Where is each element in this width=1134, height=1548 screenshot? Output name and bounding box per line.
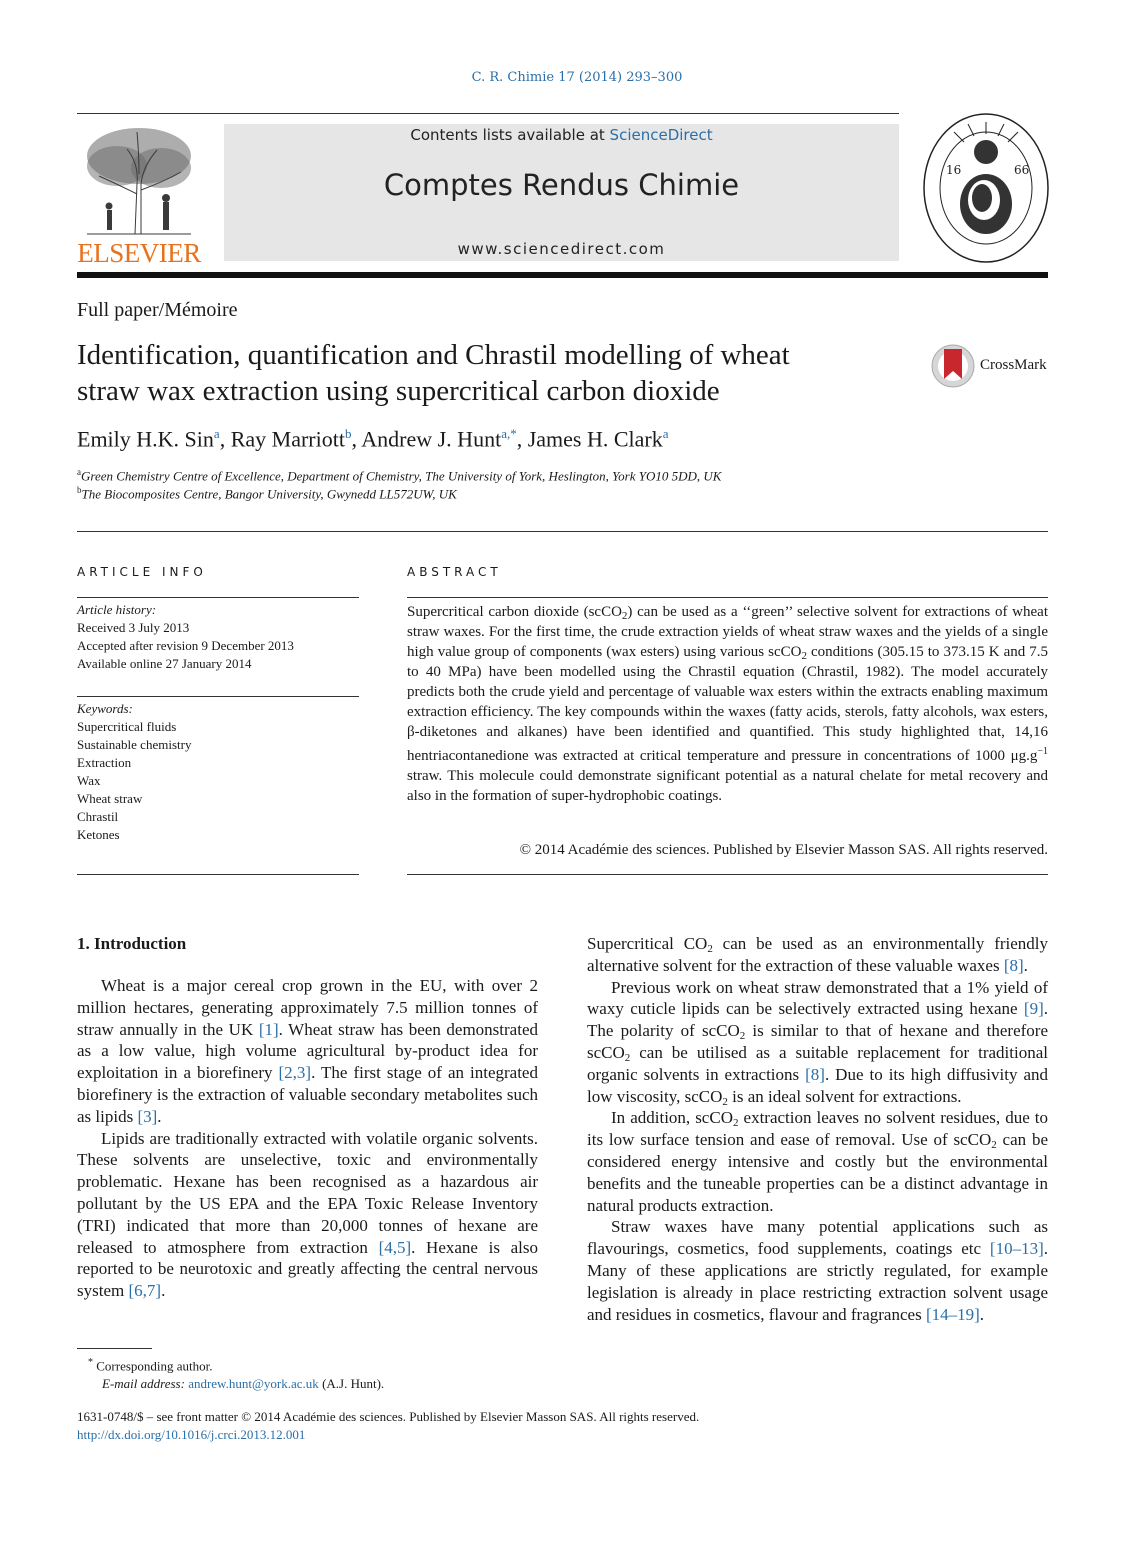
doi-link[interactable]: http://dx.doi.org/10.1016/j.crci.2013.12.001 [77,1427,306,1442]
paragraph [587,1216,1048,1325]
crossmark-label: CrossMark [980,357,1047,373]
elsevier-tree-icon [77,124,201,236]
body-column-left [77,975,538,1302]
citation-link[interactable]: [6,7] [128,1281,162,1301]
history-label: Article history: [77,602,157,617]
seal-year-left: 16 [946,163,962,177]
text: In addition, scCO [611,1108,733,1128]
keyword: Wheat straw [77,791,143,806]
text: can be used as an environmentally friendly alternative solvent for the extraction of these valuable waxes [587,934,1049,975]
title-line-2: straw wax extraction using supercritical carbon dioxide [77,375,720,407]
received-date: Received 3 July 2013 [77,620,190,635]
subscript: 2 [801,650,807,662]
footnote-text: Corresponding author. [93,1358,213,1374]
keyword: Wax [77,773,101,788]
author-name: Andrew J. Hunt [361,426,502,452]
citation-link[interactable]: [10–13] [989,1239,1044,1259]
text: is an ideal solvent for extractions. [727,1086,962,1106]
journal-url[interactable]: www.sciencedirect.com [457,240,666,258]
abstract-rule [407,597,1048,598]
text: . [1023,955,1028,975]
header-thick-rule [77,272,1048,278]
elsevier-logo [77,124,201,268]
citation-link[interactable]: [8] [1003,955,1024,975]
keyword: Chrastil [77,809,119,824]
seal-year-right: 66 [1014,163,1030,177]
subscript: 2 [739,1030,746,1043]
author-name: Emily H.K. Sin [77,426,214,452]
abstract-body [407,602,1048,806]
abstract-bottom-rule [407,874,1048,875]
issn-line: 1631-0748/$ – see front matter © 2014 Académie des sciences. Published by Elsevier Masson SAS. All rights reserved. [77,1409,700,1424]
citation-link[interactable]: [2,3] [278,1063,312,1083]
corresponding-author-note [88,1354,384,1375]
email-label: E-mail address: [102,1376,189,1392]
citation-link[interactable]: [4,5] [378,1237,412,1257]
email-owner: (A.J. Hunt). [318,1376,385,1392]
text: . [979,1304,985,1324]
body-column-right [587,933,1048,1325]
citation-link[interactable]: [1] [258,1019,279,1039]
text: Previous work on wheat straw demonstrated that a 1% yield of waxy cuticle lipids can be selectively extracted using hexane [587,977,1048,1019]
keyword: Supercritical fluids [77,719,177,734]
author-affil-mark[interactable]: a [213,426,220,441]
subscript: 2 [621,610,628,622]
crossmark-badge[interactable] [930,343,1050,389]
text: can be considered energy intensive and costly but the environmental benefits and the tuneable properties can be a distinct advantage in natural products extraction. [587,1130,1048,1215]
contents-prefix: Contents lists available at [410,126,610,144]
footnote [88,1354,384,1393]
abstract-text: Supercritical carbon dioxide (scCO [407,604,622,620]
subscript: 2 [624,1051,631,1064]
article-info-caption: ARTICLE INFO [77,565,207,579]
author-name: Ray Marriott [230,426,345,452]
text: Wheat is a major cereal crop grown in the EU, with over 2 million hectares, generating approximately 7.5 million tonnes of straw annually in the UK [77,976,538,1039]
keywords-label: Keywords: [77,701,133,716]
author-list [77,426,669,452]
paragraph [587,977,1048,1108]
text: . [157,1106,162,1126]
article-info-rule [77,597,359,598]
subscript: 2 [732,1117,739,1130]
subscript: 2 [707,943,713,955]
superscript: −1 [1037,746,1048,757]
article-history [77,601,359,673]
email-note [88,1375,384,1393]
citation-link[interactable]: [8] [805,1064,825,1084]
footnote-rule [77,1348,152,1349]
text: . The first stage of an integrated biorefinery is the extraction of valuable secondary metabolites such as lipids [77,1063,538,1126]
journal-reference[interactable]: C. R. Chimie 17 (2014) 293–300 [471,70,683,85]
article-title [77,337,917,409]
text: Supercritical CO [587,934,708,953]
paragraph [587,933,1048,977]
subscript: 2 [722,1095,728,1108]
journal-name: Comptes Rendus Chimie [383,168,740,202]
author-separator: , [351,426,362,452]
accepted-date: Accepted after revision 9 December 2013 [77,638,294,653]
text: . [161,1281,166,1301]
author-affil-mark[interactable]: a,* [501,426,517,441]
affiliation-a [77,467,721,484]
contents-line [224,126,899,144]
keywords-block [77,700,359,844]
text: . Hexane is also reported to be neurotoxic and greatly affecting the central nervous system [77,1237,538,1301]
affiliation-b [77,485,457,502]
citation-link[interactable]: [9] [1023,999,1044,1019]
available-date: Available online 27 January 2014 [77,656,252,671]
affiliation-mark: b [77,485,82,495]
article-info-bottom-rule [77,874,359,875]
paragraph [77,975,538,1128]
affiliation-text: Green Chemistry Centre of Excellence, Department of Chemistry, The University of York, Heslington, York YO10 5DD, UK [81,468,722,484]
abstract-text: straw. This molecule could demonstrate significant potential as a natural chelate for metal recovery and also in the formation of super-hydrophobic coatings. [407,768,1048,804]
text: extraction leaves no solvent residues, due to its low surface tension and ease of removal. Use of scCO [587,1108,1049,1150]
crossmark-icon [930,343,976,389]
text: . Many of these applications are strictly regulated, for example legislation is already in place restricting extraction solvent usage and residues in cosmetics, flavour and fragrances [587,1239,1048,1324]
keyword: Extraction [77,755,132,770]
text: Straw waxes have many potential applications such as flavourings, cosmetics, food supplements, coatings etc [587,1217,1048,1259]
footnote-mark: * [88,1357,93,1368]
citation-link[interactable]: [3] [137,1106,158,1126]
text: . The polarity of scCO [587,999,1048,1041]
elsevier-wordmark: ELSEVIER [77,238,201,268]
text: Lipids are traditionally extracted with volatile organic solvents. These solvents are unselective, toxic and environmentally problematic. Hexane has been recognised as a hazardous air pollutant by the US EPA and the EPA Toxic Release Inventory (TRI) indicated that more than 20,000 tonnes of hexane are released to atmosphere from extraction [77,1128,538,1257]
author-affil-mark[interactable]: a [662,426,669,441]
sciencedirect-link[interactable]: ScienceDirect [609,126,713,144]
affiliation-mark: a [77,467,81,477]
section-heading: 1. Introduction [77,934,187,953]
paragraph [587,1107,1048,1216]
affiliation-text: The Biocomposites Centre, Bangor University, Gwynedd LL572UW, UK [81,486,457,502]
header-rule [77,113,899,114]
keywords-rule [77,696,359,697]
citation-link[interactable]: [14–19] [925,1304,980,1324]
text: is similar to that of hexane and therefore scCO [587,1021,1048,1062]
academie-seal-icon [922,112,1050,264]
subscript: 2 [991,1139,997,1152]
abstract-caption: ABSTRACT [407,565,502,579]
email-link[interactable]: andrew.hunt@york.ac.uk [188,1376,319,1392]
author-name: James H. Clark [527,426,663,452]
keyword: Sustainable chemistry [77,737,192,752]
keyword: Ketones [77,827,120,842]
title-line-1: Identification, quantification and Chrastil modelling of wheat [77,339,790,371]
academie-seal [922,112,1050,264]
journal-banner [224,124,899,261]
text: can be utilised as a suitable replacement for traditional organic solvents in extractions [587,1042,1048,1084]
author-separator: , [219,426,231,452]
section-rule [77,531,1048,532]
text: . Due to its high diffusivity and low viscosity, scCO [587,1064,1048,1106]
author-affil-mark[interactable]: b [344,426,352,441]
abstract-copyright: © 2014 Académie des sciences. Published by Elsevier Masson SAS. All rights reserved. [519,842,1048,858]
text: . Wheat straw has been demonstrated as a low value, high volume agricultural by-product idea for exploitation in a biorefinery [77,1019,538,1083]
author-separator: , [516,426,528,452]
article-type: Full paper/Mémoire [77,299,238,321]
abstract-text: conditions (305.15 to 373.15 K and 7.5 to 40 MPa) have been modelled using the Chrastil equation (Chrastil, 1982). The model accurately predicts both the crude yield and percentage of valuable wax esters within the extracts enabling maximum extraction efficiency. The key compounds within the waxes (fatty acids, sterols, fatty alcohols, wax esters, β-diketones and alkanes) have been identified and quantified. This study highlighted that, 14,16 hentriacontanedione was extracted at critical temperature and pressure in concentrations of 1000 μg.g [407,644,1048,764]
abstract-text: ) can be used as a ‘‘green’’ selective solvent for extractions of wheat straw waxes. For the first time, the crude extraction yields of wheat straw waxes and the yields of a single high value group of components (wax esters) using various scCO [407,604,1048,660]
paragraph [77,1128,538,1302]
